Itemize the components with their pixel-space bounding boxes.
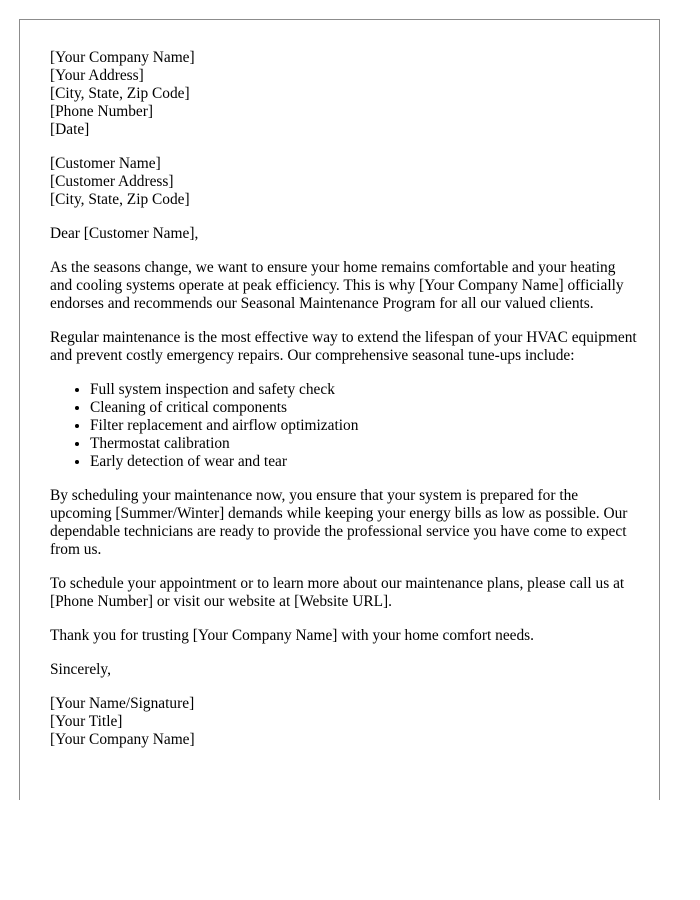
intro-paragraph: As the seasons change, we want to ensure your home remains comfortable and your heating and cooling systems operate at peak efficiency. This is why [Your Company Name] officially endorses and recommends our Seasonal Maintenance Program for all our valued clients. (50, 259, 624, 312)
list-item: • Thermostat calibration (90, 435, 640, 453)
signature-block (50, 695, 640, 749)
letter-date: [Date] (50, 121, 90, 138)
maintenance-paragraph: Regular maintenance is the most effective way to extend the lifespan of your HVAC equipment and prevent costly emergency repairs. Our comprehensive seasonal tune-ups include: (50, 329, 637, 364)
letter-body (50, 49, 640, 765)
recipient-city-state-zip: [City, State, Zip Code] (50, 191, 190, 208)
thanks-paragraph: Thank you for trusting [Your Company Name] with your home comfort needs. (50, 627, 535, 644)
list-item: • Cleaning of critical components (90, 399, 640, 417)
services-list (50, 381, 640, 471)
list-item: • Early detection of wear and tear (90, 453, 640, 471)
recipient-block (50, 155, 640, 209)
recipient-name: [Customer Name] (50, 155, 161, 172)
sender-block (50, 49, 640, 139)
list-item: • Filter replacement and airflow optimization (90, 417, 640, 435)
signature-company: [Your Company Name] (50, 731, 195, 748)
recipient-address: [Customer Address] (50, 173, 174, 190)
signature-name: [Your Name/Signature] (50, 695, 195, 712)
salutation: Dear [Customer Name], (50, 225, 199, 242)
sender-address: [Your Address] (50, 67, 144, 84)
list-item: • Full system inspection and safety check (90, 381, 640, 399)
scheduling-paragraph: By scheduling your maintenance now, you ensure that your system is prepared for the upcoming [Summer/Winter] demands while keeping your energy bills as low as possible. Our dependable technicians are ready to provide the professional service you have come to expect from us. (50, 487, 628, 558)
letter-page (19, 19, 660, 800)
closing: Sincerely, (50, 661, 111, 678)
contact-paragraph: To schedule your appointment or to learn more about our maintenance plans, please call us at [Phone Number] or visit our website at [Website URL]. (50, 575, 625, 610)
signature-title: [Your Title] (50, 713, 123, 730)
sender-phone: [Phone Number] (50, 103, 154, 120)
sender-company-name: [Your Company Name] (50, 49, 195, 66)
sender-city-state-zip: [City, State, Zip Code] (50, 85, 190, 102)
